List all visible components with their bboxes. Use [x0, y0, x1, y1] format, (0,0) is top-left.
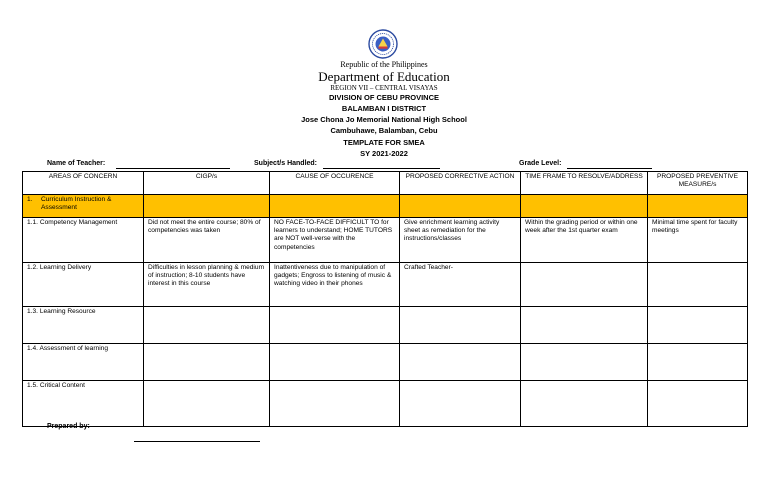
time-cell: [521, 263, 648, 307]
action-cell: Crafted Teacher-: [400, 263, 521, 307]
area-cell: 1.2. Learning Delivery: [23, 263, 144, 307]
table-row: [23, 307, 748, 344]
school-name: Jose Chona Jo Memorial National High School: [301, 115, 467, 124]
area-cell: 1.4. Assessment of learning: [23, 344, 144, 381]
deped-seal-icon: [368, 29, 398, 59]
teacher-label: Name of Teacher:: [47, 160, 106, 167]
cause-cell: [270, 381, 400, 427]
category-row: [23, 195, 748, 218]
subjects-label: Subject/s Handled:: [254, 160, 318, 167]
prepared-by-label: Prepared by:: [47, 423, 90, 430]
measure-cell: [648, 307, 748, 344]
cause-cell: Inattentiveness due to manipulation of gadgets; Engross to listening of music & watching video in their phones: [270, 263, 400, 307]
cause-cell: NO FACE-TO-FACE DIFFICULT TO for learners to understand; HOME TUTORS are NOT well-verse with the competencies: [270, 218, 400, 263]
col-header-time: TIME FRAME TO RESOLVE/ADDRESS: [521, 172, 648, 195]
cigp-cell: [144, 344, 270, 381]
cigp-cell: [144, 381, 270, 427]
cigp-cell: Did not meet the entire course; 80% of competencies was taken: [144, 218, 270, 263]
cause-cell: [270, 307, 400, 344]
school-year: SY 2021-2022: [360, 149, 408, 158]
category-cell: [23, 195, 144, 218]
col-header-cause: CAUSE OF OCCURENCE: [270, 172, 400, 195]
teacher-name-field[interactable]: [116, 168, 230, 169]
table-row: [23, 381, 748, 427]
cause-cell: [270, 344, 400, 381]
template-title: TEMPLATE FOR SMEA: [343, 138, 425, 147]
time-cell: Within the grading period or within one week after the 1st quarter exam: [521, 218, 648, 263]
table-row: [23, 218, 748, 263]
grade-level-label: Grade Level:: [519, 160, 562, 167]
signature-line[interactable]: [134, 441, 260, 442]
table-row: [23, 263, 748, 307]
area-cell: 1.5. Critical Content: [23, 381, 144, 427]
area-cell: 1.3. Learning Resource: [23, 307, 144, 344]
table-header-row: [23, 172, 748, 195]
time-cell: [521, 344, 648, 381]
measure-cell: [648, 344, 748, 381]
category-empty-cell: [521, 195, 648, 218]
col-header-cigp: CIGP/s: [144, 172, 270, 195]
table-row: [23, 344, 748, 381]
measure-cell: Minimal time spent for faculty meetings: [648, 218, 748, 263]
col-header-areas: AREAS OF CONCERN: [23, 172, 144, 195]
smea-table: [22, 171, 748, 427]
category-empty-cell: [270, 195, 400, 218]
cigp-cell: Difficulties in lesson planning & medium of instruction; 8-10 students have interest in this course: [144, 263, 270, 307]
action-cell: [400, 307, 521, 344]
category-label: Curriculum Instruction & Assessment: [41, 196, 112, 212]
category-empty-cell: [400, 195, 521, 218]
category-number: 1.: [27, 196, 33, 203]
time-cell: [521, 307, 648, 344]
col-header-measure: PROPOSED PREVENTIVE MEASURE/s: [648, 172, 748, 195]
department-title: Department of Education: [318, 69, 450, 84]
category-empty-cell: [648, 195, 748, 218]
republic-line: Republic of the Philippines: [340, 60, 428, 69]
category-empty-cell: [144, 195, 270, 218]
district-line: BALAMBAN I DISTRICT: [341, 104, 427, 113]
cigp-cell: [144, 307, 270, 344]
time-cell: [521, 381, 648, 427]
division-line: DIVISION OF CEBU PROVINCE: [328, 93, 439, 102]
subjects-field[interactable]: [323, 168, 440, 169]
action-cell: [400, 381, 521, 427]
measure-cell: [648, 263, 748, 307]
measure-cell: [648, 381, 748, 427]
region-line: REGION VII – CENTRAL VISAYAS: [330, 84, 438, 92]
school-address: Cambuhawe, Balamban, Cebu: [330, 126, 438, 135]
area-cell: 1.1. Competency Management: [23, 218, 144, 263]
action-cell: [400, 344, 521, 381]
col-header-action: PROPOSED CORRECTIVE ACTION: [400, 172, 521, 195]
action-cell: Give enrichment learning activity sheet as remediation for the instructions/classes: [400, 218, 521, 263]
grade-level-field[interactable]: [567, 168, 652, 169]
